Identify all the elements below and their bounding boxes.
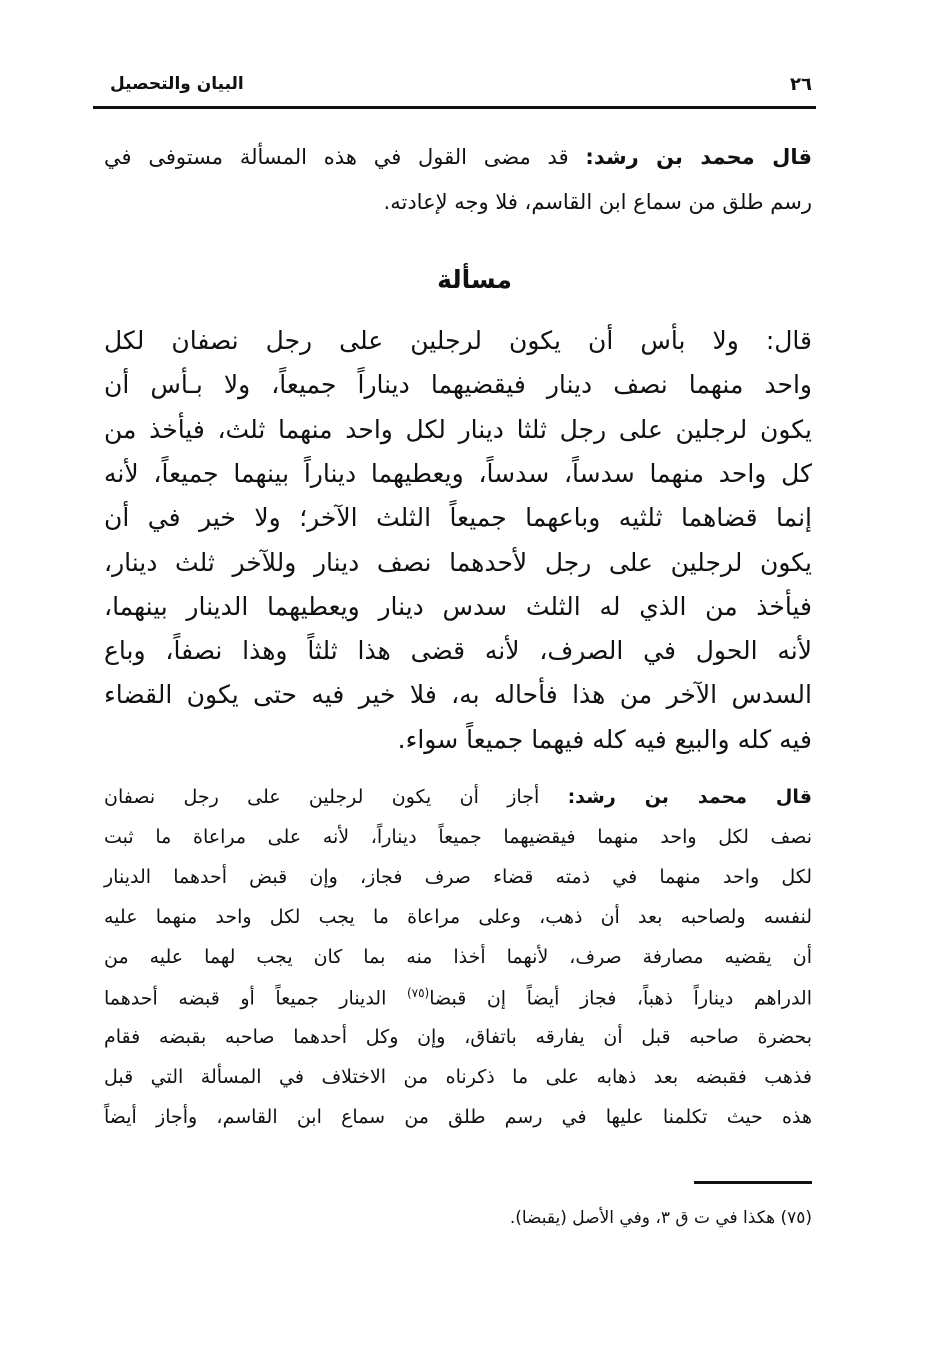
text-line: واحد منهما نصف دينار فيقضيهما ديناراً جميعاً، ولا بـأس أن bbox=[104, 370, 812, 400]
footnote-ref[interactable]: (٧٥) bbox=[406, 986, 430, 1000]
text-line: لأنه الحول في الصرف، لأنه قضى هذا ثلثاً وهذا نصفاً، وباع bbox=[104, 636, 812, 666]
commentary-line bbox=[104, 986, 812, 1009]
text-line: قال: ولا بأس أن يكون لرجلين على رجل نصفان لكل bbox=[104, 326, 812, 355]
commentary-text: أجاز أن يكون لرجلين على رجل نصفان bbox=[104, 786, 540, 808]
page-number: ٢٦ bbox=[790, 74, 812, 95]
commentary-text: الدراهم ديناراً ذهباً، فجاز أيضاً إن قبضا bbox=[429, 987, 812, 1010]
header-rule bbox=[93, 106, 816, 109]
text-line: كل واحد منهما سدساً، سدساً، ويعطيهما ديناراً بينهما جميعاً، لأنه bbox=[104, 458, 812, 488]
section-heading: مسألة bbox=[437, 265, 512, 294]
text-line: لكل واحد منهما في ذمته قضاء صرف فجاز، وإن قبض أحدهما الدينار bbox=[104, 866, 812, 888]
text-line: بحضرة صاحبه قبل أن يفارقه باتفاق، وإن وكل أحدهما صاحبه بقبضه فقام bbox=[104, 1026, 812, 1048]
text-line: هذه حيث تكلمنا عليها في رسم طلق من سماع ابن القاسم، وأجاز أيضاً bbox=[104, 1106, 812, 1128]
text-line: أن يقضيه مصارفة صرف، لأنهما أخذا منه بما كان يجب لهما عليه من bbox=[104, 946, 812, 968]
footnote-rule bbox=[694, 1181, 812, 1184]
intro-text: قد مضى القول في هذه المسألة مستوفى في bbox=[104, 145, 569, 169]
text-line: لنفسه ولصاحبه بعد أن ذهب، وعلى مراعاة ما يجب لكل واحد منهما عليه bbox=[104, 906, 812, 928]
text-line: إنما قضاهما ثلثيه وباعهما جميعاً الثلث الآخر؛ ولا خير في أن bbox=[104, 503, 812, 533]
text-line: فيه كله والبيع فيه كله فيهما جميعاً سواء. bbox=[397, 724, 812, 754]
text-line: فيأخذ من الذي له الثلث سدس دينار ويعطيهما الدينار بينهما، bbox=[104, 591, 812, 621]
speaker-lead: قال محمد بن رشد: bbox=[585, 145, 812, 169]
footnote: (٧٥) هكذا في ت ق ٣، وفي الأصل (يقبضا). bbox=[509, 1208, 812, 1228]
commentary-text: الدينار جميعاً أو قبضه أحدهما bbox=[104, 987, 407, 1010]
commentary-line bbox=[104, 786, 812, 808]
text-line: يكون لرجلين على رجل لأحدهما نصف دينار وللآخر ثلث دينار، bbox=[104, 547, 812, 577]
speaker-lead: قال محمد بن رشد: bbox=[567, 786, 812, 808]
intro-line: رسم طلق من سماع ابن القاسم، فلا وجه لإعادته. bbox=[383, 190, 812, 214]
intro-line bbox=[104, 145, 812, 169]
running-title: البيان والتحصيل bbox=[110, 74, 244, 94]
text-line: نصف لكل واحد منهما فيقضيهما جميعاً ديناراً، لأنه على مراعاة ما ثبت bbox=[104, 826, 812, 848]
text-line: السدس الآخر من هذا فأحاله به، فلا خير فيه حتى يكون القضاء bbox=[104, 680, 812, 710]
text-line: فذهب فقبضه بعد ذهابه على ما ذكرناه من الاختلاف في المسألة التي قبل bbox=[104, 1066, 812, 1088]
text-line: يكون لرجلين على رجل ثلثا دينار لكل واحد منهما ثلث، فيأخذ من bbox=[104, 414, 812, 444]
